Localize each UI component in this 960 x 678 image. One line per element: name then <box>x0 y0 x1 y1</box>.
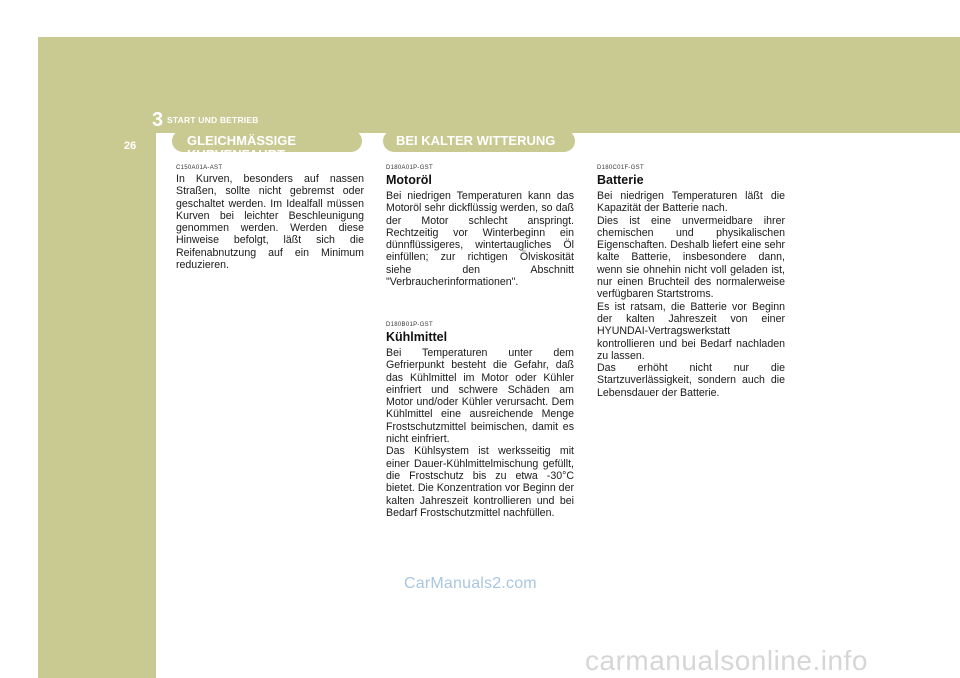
section-code: C150A01A-AST <box>176 165 223 171</box>
section-kuehlmittel <box>386 322 574 519</box>
carmanuals-watermark[interactable]: CarManuals2.com <box>404 575 537 592</box>
section-body: Bei niedrigen Temperaturen läßt die Kapazität der Batterie nach. Dies ist eine unvermeidbare ihrer chemischen und physikalischen Eigenschaften. Deshalb liefert eine sehr kalte Batterie, insbesondere dann, wenn sie ohnehin nicht voll geladen ist, nur einen Bruchteil des normalerweise verfügbaren Startstroms. Es ist ratsam, die Batterie vor Beginn der kalten Jahreszeit von einer HYUNDAI-Vertragswerkstatt kontrollieren und bei Bedarf nachladen zu lassen. Das erhöht nicht nur die Startzuverlässigkeit, sondern auch die Lebensdauer der Batterie. <box>597 190 785 399</box>
section-code: D180B01P-GST <box>386 322 433 328</box>
left-margin-band <box>38 133 156 678</box>
section-body: Bei niedrigen Temperaturen kann das Motoröl sehr dickflüssig werden, so daß der Motor schlecht anspringt. Rechtzeitig vor Winterbeginn ein dünnflüssigeres, wintertaugliches Öl einfüllen; zur richtigen Ölviskosität siehe den Abschnitt "Verbraucherinformationen". <box>386 190 574 289</box>
section-batterie <box>597 165 785 399</box>
section-motoroel <box>386 165 574 288</box>
section-heading: Batterie <box>597 173 644 187</box>
section-heading: Kühlmittel <box>386 330 448 344</box>
section-code: D180A01P-GST <box>386 165 433 171</box>
section-body: Bei Temperaturen unter dem Gefrierpunkt besteht die Gefahr, daß das Kühlmittel im Motor oder Kühler einfriert und schwere Schäden am Motor und/oder Kühler verursacht. Dem Kühlmittel eine ausreichende Menge Frostschutzmittel beimischen, damit es nicht einfriert. Das Kühlsystem ist werksseitig mit einer Dauer-Kühlmittelmischung gefüllt, die Frostschutz bis zu etwa -30°C bietet. Die Konzentration vor Beginn der kalten Jahreszeit kontrollieren und bei Bedarf Frostschutzmittel nachfüllen. <box>386 347 574 519</box>
page-number: 26 <box>124 140 137 152</box>
chapter-number: 3 <box>152 109 164 131</box>
section-tab-kurvenfahrt-label: GLEICHMÄSSIGE KURVENFAHRT <box>187 133 297 162</box>
section-tab-kalte-witterung-label: BEI KALTER WITTERUNG <box>396 133 556 148</box>
section-kurvenfahrt <box>176 165 364 271</box>
section-code: D180C01F-GST <box>597 165 644 171</box>
section-heading: Motoröl <box>386 173 432 187</box>
chapter-title: START UND BETRIEB <box>167 115 259 125</box>
site-watermark: carmanualsonline.info <box>585 645 868 676</box>
section-body: In Kurven, besonders auf nassen Straßen, sollte nicht gebremst oder geschaltet werden. Im Idealfall müssen Kurven bei leichter Beschleunigung genommen werden. Werden diese Hinweise befolgt, läßt sich die Reifenabnutzung auf ein Minimum reduzieren. <box>176 173 364 272</box>
